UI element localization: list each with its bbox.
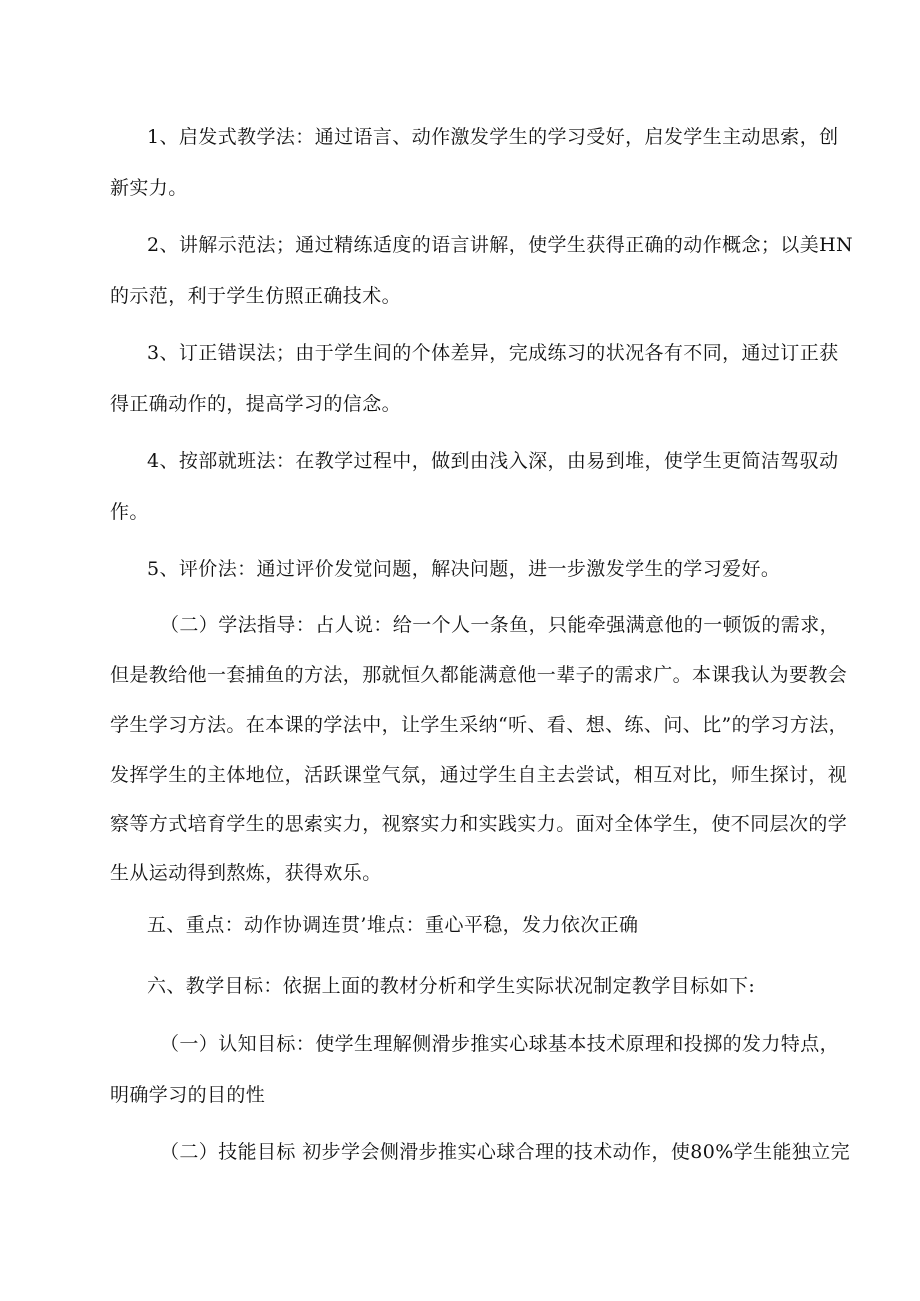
text-line: 2、讲解示范法；通过精练适度的语言讲解，使学生获得正确的动作概念；以美HN bbox=[147, 234, 854, 256]
text-line: （一）认知目标：使学生理解侧滑步推实心球基本技术原理和投掷的发力特点， bbox=[160, 1033, 840, 1055]
text-line: （二）学法指导：占人说：给一个人一条鱼，只能牵强满意他的一顿饭的需求， bbox=[160, 614, 840, 636]
text-line: 3、订正错误法；由于学生间的个体差异，完成练习的状况各有不同，通过订正获 bbox=[147, 342, 839, 364]
text-line: 1、启发式教学法：通过语言、动作激发学生的学习受好，启发学生主动思索，创 bbox=[147, 126, 839, 148]
text-line: （二）技能目标 初步学会侧滑步推实心球合理的技术动作，使80%学生能独立完 bbox=[160, 1141, 851, 1163]
text-line: 生从运动得到熬炼，获得欢乐。 bbox=[110, 862, 382, 884]
text-line: 得正确动作的，提高学习的信念。 bbox=[110, 393, 402, 415]
text-line: 但是教给他一套捕鱼的方法，那就恒久都能满意他一辈子的需求广。本课我认为要教会 bbox=[110, 664, 848, 686]
text-line: 六、教学目标：依据上面的教材分析和学生实际状况制定教学目标如下: bbox=[147, 975, 756, 997]
text-line: 五、重点：动作协调连贯’堆点：重心平稳，发力依次正确 bbox=[147, 914, 639, 936]
text-line: 察等方式培育学生的思索实力，视察实力和实践实力。面对全体学生，使不同层次的学 bbox=[110, 813, 848, 835]
text-line: 5、评价法：通过评价发觉问题，解决问题，进一步激发学生的学习爱好。 bbox=[147, 558, 781, 580]
text-line: 4、按部就班法：在教学过程中，做到由浅入深，由易到堆，使学生更简洁驾驭动 bbox=[147, 450, 839, 472]
text-line: 发挥学生的主体地位，活跃课堂气氛，通过学生自主去尝试，相互对比，师生探讨，视 bbox=[110, 764, 848, 786]
text-line: 明确学习的目的性 bbox=[110, 1084, 266, 1106]
text-line: 学生学习方法。在本课的学法中，让学生采纳“听、看、想、练、问、比”的学习方法， bbox=[110, 714, 849, 736]
text-line: 新实力。 bbox=[110, 177, 188, 199]
text-line: 的示范，利于学生仿照正确技术。 bbox=[110, 285, 402, 307]
text-line: 作。 bbox=[110, 501, 149, 523]
